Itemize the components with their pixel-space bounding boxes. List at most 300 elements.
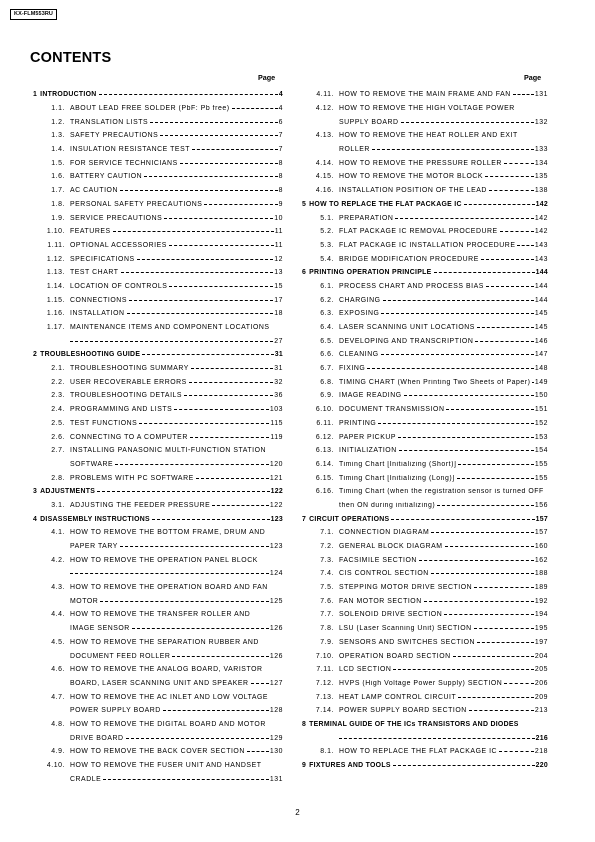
toc-entry-page: 123 xyxy=(270,515,283,523)
toc-entry-page: 151 xyxy=(534,406,548,414)
toc-entry-title: EXPOSING xyxy=(339,310,380,318)
toc-entry-page: 125 xyxy=(269,597,283,605)
toc-entry xyxy=(33,170,283,184)
toc-entry-title: PROCESS CHART AND PROCESS BIAS xyxy=(339,282,484,290)
toc-entry xyxy=(302,485,548,499)
toc-entry-title: HEAT LAMP CONTROL CIRCUIT xyxy=(339,693,457,701)
toc-entry-title: Timing Chart [Initializing (Short)] xyxy=(339,460,457,468)
toc-entry xyxy=(33,348,283,362)
dot-leader xyxy=(474,628,534,629)
toc-entry xyxy=(302,540,548,554)
toc-entry xyxy=(302,102,548,116)
toc-entry xyxy=(302,512,548,526)
dot-leader xyxy=(127,313,274,314)
toc-entry-title: FOR SERVICE TECHNICIANS xyxy=(70,159,178,167)
toc-entry xyxy=(33,102,283,116)
dot-leader xyxy=(212,505,269,506)
toc-entry-number: 2.4. xyxy=(51,406,65,414)
toc-entry xyxy=(302,170,548,184)
dot-leader xyxy=(401,122,534,123)
toc-entry xyxy=(33,608,283,622)
toc-entry xyxy=(33,567,283,581)
toc-entry xyxy=(302,156,548,170)
toc-entry-page: 124 xyxy=(269,570,283,578)
toc-entry xyxy=(302,718,548,732)
toc-entry-title: DOCUMENT FEED ROLLER xyxy=(70,652,171,660)
toc-entry-title: DEVELOPING AND TRANSCRIPTION xyxy=(339,337,474,345)
toc-entry xyxy=(302,417,548,431)
dot-leader xyxy=(126,738,269,739)
toc-entry-page: 144 xyxy=(534,282,548,290)
toc-entry-title: HOW TO REMOVE THE TRANSFER ROLLER AND xyxy=(70,611,251,619)
toc-entry-title: PAPER PICKUP xyxy=(339,433,397,441)
toc-entry-title: HOW TO REMOVE THE OPERATION PANEL BLOCK xyxy=(70,556,258,564)
toc-entry-title: INSTALLATION POSITION OF THE LEAD xyxy=(339,187,487,195)
toc-entry xyxy=(302,430,548,444)
toc-entry-number: 6.7. xyxy=(320,365,334,373)
toc-entry-title: TROUBLESHOOTING GUIDE xyxy=(40,351,141,359)
dot-leader xyxy=(486,286,534,287)
toc-entry-page: 12 xyxy=(274,255,283,263)
toc-entry-page: 8 xyxy=(278,159,283,167)
toc-entry-page: 143 xyxy=(534,255,548,263)
toc-entry xyxy=(33,677,283,691)
toc-entry-title: HOW TO REPLACE THE FLAT PACKAGE IC xyxy=(309,200,462,208)
toc-entry-title: INSTALLING PANASONIC MULTI-FUNCTION STATION xyxy=(70,447,267,455)
dot-leader xyxy=(419,560,534,561)
dot-leader xyxy=(190,437,270,438)
toc-entry-page: 194 xyxy=(534,611,548,619)
toc-entry-number: 1.3. xyxy=(51,132,65,140)
dot-leader xyxy=(169,286,273,287)
toc-entry xyxy=(33,594,283,608)
toc-entry-title: MAINTENANCE ITEMS AND COMPONENT LOCATIONS xyxy=(70,324,270,332)
toc-entry-number: 2.1. xyxy=(51,365,65,373)
dot-leader xyxy=(383,300,534,301)
toc-entry-title: FEATURES xyxy=(70,228,111,236)
toc-entry xyxy=(302,88,548,102)
toc-entry-number: 4.11. xyxy=(316,91,334,99)
dot-leader xyxy=(434,272,535,273)
toc-entry-number: 5 xyxy=(302,200,307,208)
dot-leader xyxy=(469,710,534,711)
toc-entry-title: TROUBLESHOOTING DETAILS xyxy=(70,392,183,400)
toc-entry-page: 126 xyxy=(269,625,283,633)
dot-leader xyxy=(191,368,273,369)
toc-entry-page: 132 xyxy=(534,118,548,126)
toc-entry-number: 1.10. xyxy=(46,228,65,236)
toc-entry xyxy=(33,690,283,704)
toc-entry-page: 154 xyxy=(534,447,548,455)
toc-entry-title: CIRCUIT OPERATIONS xyxy=(309,515,390,523)
dot-leader xyxy=(437,505,534,506)
toc-entry-title: CLEANING xyxy=(339,351,379,359)
toc-entry-page: 6 xyxy=(278,118,283,126)
toc-entry xyxy=(33,458,283,472)
toc-entry xyxy=(33,129,283,143)
toc-entry-number: 7.13. xyxy=(315,693,334,701)
toc-entry xyxy=(33,704,283,718)
toc-entry-number: 6.3. xyxy=(320,310,334,318)
toc-entry-page: 131 xyxy=(534,91,548,99)
toc-entry-title: HOW TO REMOVE THE MOTOR BLOCK xyxy=(339,173,484,181)
toc-entry xyxy=(302,334,548,348)
toc-entry-number: 4.12. xyxy=(315,105,334,113)
toc-entry-title: STEPPING MOTOR DRIVE SECTION xyxy=(339,584,473,592)
toc-entry xyxy=(302,608,548,622)
dot-leader xyxy=(381,313,533,314)
dot-leader xyxy=(103,779,269,780)
toc-entry-number: 2.8. xyxy=(51,474,65,482)
dot-leader xyxy=(113,231,274,232)
toc-entry-page: 134 xyxy=(534,159,548,167)
dot-leader xyxy=(517,245,533,246)
toc-entry xyxy=(33,375,283,389)
toc-entry-title: POWER SUPPLY BOARD SECTION xyxy=(339,707,467,715)
toc-entry-number: 2.6. xyxy=(51,433,65,441)
dot-leader xyxy=(99,94,278,95)
toc-entry xyxy=(33,334,283,348)
toc-entry-page: 120 xyxy=(269,460,283,468)
toc-entry-page: 206 xyxy=(534,679,548,687)
toc-entry-page: 189 xyxy=(534,584,548,592)
toc-entry-number: 6.11. xyxy=(316,419,334,427)
toc-entry xyxy=(302,252,548,266)
dot-leader xyxy=(532,382,533,383)
toc-entry xyxy=(302,225,548,239)
toc-entry-page: 129 xyxy=(269,734,283,742)
dot-leader xyxy=(121,272,274,273)
toc-entry-title: TEST FUNCTIONS xyxy=(70,419,138,427)
toc-entry xyxy=(33,239,283,253)
dot-leader xyxy=(172,656,268,657)
toc-entry-number: 2.3. xyxy=(51,392,65,400)
toc-entry xyxy=(33,430,283,444)
toc-entry xyxy=(33,772,283,786)
toc-entry xyxy=(33,718,283,732)
toc-entry xyxy=(302,348,548,362)
dot-leader xyxy=(424,601,534,602)
toc-entry-number: 7.4. xyxy=(320,570,334,578)
toc-entry-title: POWER SUPPLY BOARD xyxy=(70,707,161,715)
toc-entry-number: 7.7. xyxy=(320,611,334,619)
toc-entry xyxy=(302,444,548,458)
toc-entry-title: HOW TO REPLACE THE FLAT PACKAGE IC xyxy=(339,748,498,756)
toc-entry xyxy=(33,540,283,554)
toc-entry xyxy=(302,184,548,198)
toc-entry-title: HOW TO REMOVE THE AC INLET AND LOW VOLTAGE xyxy=(70,693,269,701)
toc-entry-title: PROGRAMMING AND LISTS xyxy=(70,406,173,414)
dot-leader xyxy=(70,573,269,574)
toc-entry-title: HVPS (High Voltage Power Supply) SECTION xyxy=(339,679,503,687)
toc-entry-title: CONNECTION DIAGRAM xyxy=(339,529,430,537)
toc-entry xyxy=(33,512,283,526)
toc-entry-number: 4.5. xyxy=(51,638,65,646)
toc-entry-page: 27 xyxy=(274,337,283,345)
toc-entry xyxy=(302,307,548,321)
toc-entry xyxy=(302,280,548,294)
dot-leader xyxy=(184,395,273,396)
toc-entry-number: 1.15. xyxy=(46,296,65,304)
dot-leader xyxy=(393,765,535,766)
toc-entry-number: 2.5. xyxy=(51,419,65,427)
dot-leader xyxy=(100,601,269,602)
toc-entry xyxy=(33,471,283,485)
toc-entry-number: 1.7. xyxy=(51,187,65,195)
toc-entry-number: 4.9. xyxy=(51,748,65,756)
toc-entry-page: 149 xyxy=(534,378,548,386)
dot-leader xyxy=(204,204,277,205)
toc-entry-page: 153 xyxy=(534,433,548,441)
toc-entry-number: 4.7. xyxy=(51,693,65,701)
toc-entry-page: 36 xyxy=(274,392,283,400)
toc-entry-title: BOARD, LASER SCANNING UNIT AND SPEAKER xyxy=(70,679,249,687)
toc-entry-number: 1.8. xyxy=(51,200,65,208)
dot-leader xyxy=(189,382,273,383)
toc-entry xyxy=(302,622,548,636)
toc-entry-page: 13 xyxy=(274,269,283,277)
page-column-header-left: Page xyxy=(258,73,276,82)
toc-entry-number: 4.6. xyxy=(51,666,65,674)
toc-entry xyxy=(302,239,548,253)
toc-column-right xyxy=(302,88,548,772)
toc-entry-page: 142 xyxy=(534,214,548,222)
dot-leader xyxy=(372,149,534,150)
toc-entry-number: 7.2. xyxy=(320,543,334,551)
dot-leader xyxy=(446,409,533,410)
toc-entry-title: TIMING CHART (When Printing Two Sheets of Paper) xyxy=(339,378,531,386)
toc-entry-title: DOCUMENT TRANSMISSION xyxy=(339,406,445,414)
toc-entry-title: INSTALLATION xyxy=(70,310,125,318)
toc-entry-number: 4.15. xyxy=(315,173,334,181)
dot-leader xyxy=(458,697,534,698)
toc-entry-page: 142 xyxy=(534,228,548,236)
toc-entry-number: 1.12. xyxy=(46,255,65,263)
toc-entry-title: PRINTING xyxy=(339,419,377,427)
dot-leader xyxy=(367,368,534,369)
toc-entry xyxy=(33,198,283,212)
toc-entry xyxy=(302,389,548,403)
toc-entry xyxy=(33,115,283,129)
toc-entry-page: 8 xyxy=(278,173,283,181)
toc-entry-number: 4.3. xyxy=(51,584,65,592)
dot-leader xyxy=(150,122,277,123)
dot-leader xyxy=(120,190,278,191)
toc-entry xyxy=(302,677,548,691)
toc-entry-page: 195 xyxy=(534,625,548,633)
toc-entry-page: 8 xyxy=(278,187,283,195)
toc-entry-number: 4.8. xyxy=(51,720,65,728)
toc-entry-title: IMAGE SENSOR xyxy=(70,625,130,633)
toc-entry-page: 155 xyxy=(534,460,548,468)
toc-entry-number: 1.17. xyxy=(46,324,65,332)
toc-entry xyxy=(302,663,548,677)
toc-entry-page: 128 xyxy=(269,707,283,715)
toc-entry-title: Timing Chart (when the registration sensor is turned OFF xyxy=(339,488,544,496)
dot-leader xyxy=(485,176,534,177)
toc-entry-page: 197 xyxy=(534,638,548,646)
toc-entry-number: 6.10. xyxy=(315,406,334,414)
toc-entry-number: 2.7. xyxy=(51,447,65,455)
toc-entry-page: 152 xyxy=(534,419,548,427)
toc-entry xyxy=(33,88,283,102)
toc-entry-number: 4.13. xyxy=(315,132,334,140)
dot-leader xyxy=(395,218,533,219)
toc-entry-page: 11 xyxy=(274,241,283,249)
toc-entry-title: then ON during initializing) xyxy=(339,501,436,509)
toc-entry-page: 15 xyxy=(274,282,283,290)
toc-entry xyxy=(302,143,548,157)
toc-entry-page: 115 xyxy=(270,419,283,427)
toc-entry xyxy=(33,731,283,745)
toc-entry-page: 31 xyxy=(274,351,283,359)
toc-entry-title: HOW TO REMOVE THE PRESSURE ROLLER xyxy=(339,159,502,167)
toc-entry-number: 7.9. xyxy=(320,638,334,646)
toc-column-left xyxy=(33,88,283,786)
toc-entry-page: 220 xyxy=(535,762,548,770)
toc-entry xyxy=(33,143,283,157)
toc-entry xyxy=(302,458,548,472)
toc-entry-title: MOTOR xyxy=(70,597,99,605)
toc-entry xyxy=(33,526,283,540)
toc-entry-number: 1.4. xyxy=(51,146,65,154)
toc-entry-number: 4.14. xyxy=(315,159,334,167)
toc-entry-title: HOW TO REMOVE THE DIGITAL BOARD AND MOTOR xyxy=(70,720,266,728)
toc-entry-title: HOW TO REMOVE THE HEAT ROLLER AND EXIT xyxy=(339,132,518,140)
toc-entry-page: 17 xyxy=(274,296,283,304)
toc-entry xyxy=(302,745,548,759)
dot-leader xyxy=(97,491,269,492)
dot-leader xyxy=(339,738,535,739)
toc-entry-page: 126 xyxy=(269,652,283,660)
toc-entry-page: 127 xyxy=(269,679,283,687)
dot-leader xyxy=(70,341,273,342)
dot-leader xyxy=(513,94,534,95)
toc-entry-title: LASER SCANNING UNIT LOCATIONS xyxy=(339,324,475,332)
dot-leader xyxy=(398,437,534,438)
dot-leader xyxy=(160,135,277,136)
toc-entry-number: 5.3. xyxy=(320,241,334,249)
dot-leader xyxy=(504,683,534,684)
toc-entry-number: 1.9. xyxy=(51,214,65,222)
toc-entry-page: 148 xyxy=(534,365,548,373)
dot-leader xyxy=(169,245,274,246)
toc-entry-number: 6 xyxy=(302,269,307,277)
toc-entry-title: HOW TO REMOVE THE ANALOG BOARD, VARISTOR xyxy=(70,666,263,674)
toc-entry-title: DISASSEMBLY INSTRUCTIONS xyxy=(40,515,150,523)
toc-entry-page: 31 xyxy=(274,365,283,373)
toc-entry-number: 7 xyxy=(302,515,307,523)
toc-entry-number: 6.4. xyxy=(320,324,334,332)
dot-leader xyxy=(180,163,278,164)
dot-leader xyxy=(444,614,534,615)
toc-entry-title: AC CAUTION xyxy=(70,187,118,195)
toc-entry-page: 157 xyxy=(534,529,548,537)
toc-entry xyxy=(302,636,548,650)
toc-entry-number: 1.2. xyxy=(51,118,65,126)
toc-entry-title: TROUBLESHOOTING SUMMARY xyxy=(70,365,189,373)
toc-entry-page: 150 xyxy=(534,392,548,400)
dot-leader xyxy=(144,176,277,177)
toc-entry-number: 7.11. xyxy=(316,666,334,674)
toc-entry-page: 143 xyxy=(534,241,548,249)
toc-entry-title: FLAT PACKAGE IC REMOVAL PROCEDURE xyxy=(339,228,498,236)
toc-entry-title: CHARGING xyxy=(339,296,381,304)
dot-leader xyxy=(196,478,269,479)
toc-entry-title: CIS CONTROL SECTION xyxy=(339,570,429,578)
toc-entry xyxy=(33,184,283,198)
toc-entry-title: SERVICE PRECAUTIONS xyxy=(70,214,163,222)
dot-leader xyxy=(500,231,534,232)
toc-entry-page: 7 xyxy=(278,132,283,140)
toc-entry-number: 4.2. xyxy=(51,556,65,564)
toc-entry xyxy=(302,553,548,567)
toc-entry-number: 6.2. xyxy=(320,296,334,304)
toc-entry-number: 7.10. xyxy=(315,652,334,660)
toc-entry-number: 5.4. xyxy=(320,255,334,263)
toc-entry-page: 146 xyxy=(534,337,548,345)
toc-entry xyxy=(33,266,283,280)
toc-entry-title: PERSONAL SAFETY PRECAUTIONS xyxy=(70,200,203,208)
toc-entry-title: LSU (Laser Scanning Unit) SECTION xyxy=(339,625,472,633)
dot-leader xyxy=(481,259,534,260)
dot-leader xyxy=(174,409,269,410)
toc-entry xyxy=(33,622,283,636)
toc-entry-page: 4 xyxy=(278,91,283,99)
toc-entry xyxy=(302,567,548,581)
toc-entry xyxy=(33,417,283,431)
dot-leader xyxy=(132,628,269,629)
dot-leader xyxy=(457,478,534,479)
toc-entry xyxy=(302,266,548,280)
toc-entry-number: 2 xyxy=(33,351,38,359)
toc-entry-title: HOW TO REMOVE THE MAIN FRAME AND FAN xyxy=(339,91,511,99)
dot-leader xyxy=(391,519,534,520)
toc-entry-number: 6.9. xyxy=(320,392,334,400)
dot-leader xyxy=(139,423,269,424)
toc-entry xyxy=(33,211,283,225)
toc-entry-page: 192 xyxy=(534,597,548,605)
toc-entry-title: BRIDGE MODIFICATION PROCEDURE xyxy=(339,255,479,263)
toc-entry-page: 157 xyxy=(535,515,548,523)
toc-entry-number: 6.5. xyxy=(320,337,334,345)
toc-entry-number: 4 xyxy=(33,515,38,523)
toc-entry-title: SAFETY PRECAUTIONS xyxy=(70,132,159,140)
toc-entry xyxy=(302,731,548,745)
toc-entry xyxy=(302,321,548,335)
toc-entry-number: 6.6. xyxy=(320,351,334,359)
toc-entry xyxy=(33,293,283,307)
toc-entry-number: 1.6. xyxy=(51,173,65,181)
toc-entry-number: 6.1. xyxy=(320,282,334,290)
toc-entry-page: 11 xyxy=(274,228,283,236)
model-number-tag: KX-FLM553RU xyxy=(10,9,57,20)
dot-leader xyxy=(115,464,269,465)
toc-entry-page: 135 xyxy=(534,173,548,181)
toc-entry-title: CRADLE xyxy=(70,775,102,783)
toc-entry-number: 1.5. xyxy=(51,159,65,167)
toc-entry-title: HOW TO REMOVE THE HIGH VOLTAGE POWER xyxy=(339,105,515,113)
toc-entry-page: 103 xyxy=(269,406,283,414)
toc-entry-page: 18 xyxy=(274,310,283,318)
toc-entry-title: INSULATION RESISTANCE TEST xyxy=(70,146,190,154)
toc-entry-page: 4 xyxy=(278,105,283,113)
toc-entry xyxy=(33,745,283,759)
toc-entry-number: 1.1. xyxy=(51,105,65,113)
dot-leader xyxy=(164,218,273,219)
dot-leader xyxy=(458,464,533,465)
toc-entry xyxy=(302,499,548,513)
